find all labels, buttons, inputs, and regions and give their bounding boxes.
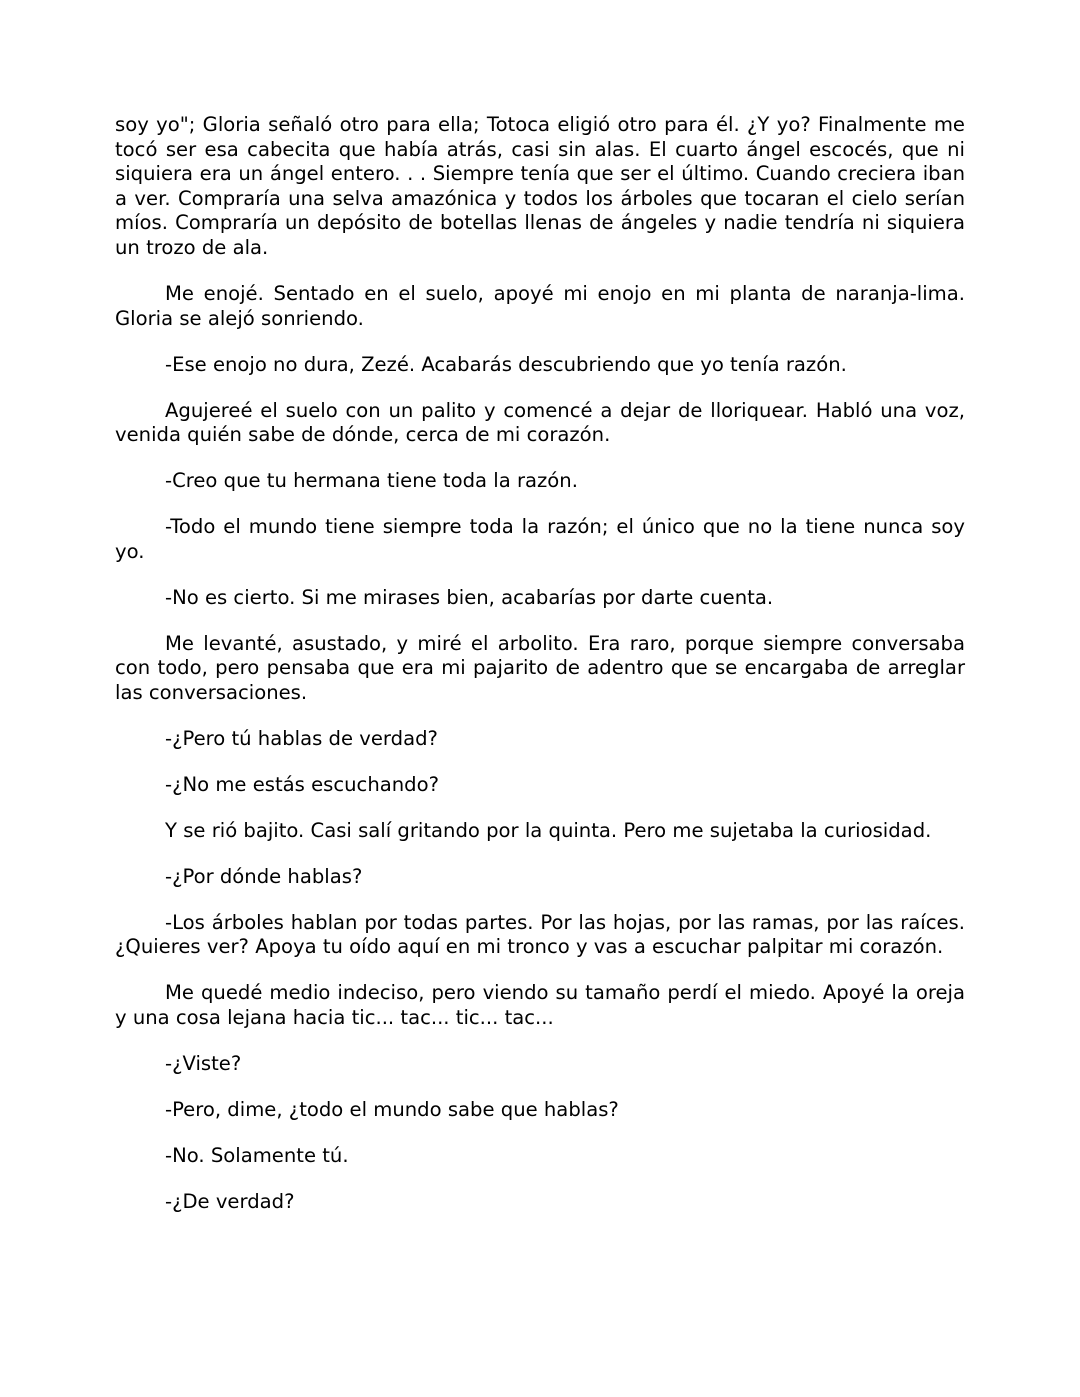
paragraph-16: -Pero, dime, ¿todo el mundo sabe que hablas?: [165, 1097, 619, 1121]
paragraph-5: -Creo que tu hermana tiene toda la razón.: [165, 469, 578, 493]
paragraph-14: Me quedé medio indeciso, pero viendo su tamaño perdí el miedo. Apoyé la oreja y una cosa lejana hacia tic... tac... tic... tac...: [115, 981, 965, 1029]
paragraph-17: -No. Solamente tú.: [165, 1143, 349, 1167]
paragraph-7: -No es cierto. Si me mirases bien, acabarías por darte cuenta.: [165, 585, 774, 609]
paragraph-3: -Ese enojo no dura, Zezé. Acabarás descubriendo que yo tenía razón.: [165, 352, 847, 376]
paragraph-10: -¿No me estás escuchando?: [165, 772, 439, 796]
paragraph-13: -Los árboles hablan por todas partes. Por las hojas, por las ramas, por las raíces. ¿Quieres ver? Apoya tu oído aquí en mi tronco y vas a escuchar palpitar mi corazón.: [115, 910, 965, 959]
paragraph-6: -Todo el mundo tiene siempre toda la razón; el único que no la tiene nunca soy yo.: [115, 515, 965, 563]
paragraph-1: soy yo"; Gloria señaló otro para ella; Totoca eligió otro para él. ¿Y yo? Finalmente me tocó ser esa cabecita que había atrás, casi sin alas. El cuarto ángel escocés, que ni siquiera era un ángel entero. . . Siempre tenía que ser el último. Cuando creciera iban a ver. Compraría una selva amazónica y todos los árboles que tocaran el cielo serían míos. Compraría un depósito de botellas llenas de ángeles y nadie tendría ni siquiera un trozo de ala.: [115, 113, 965, 259]
paragraph-8: Me levanté, asustado, y miré el arbolito. Era raro, porque siempre conversaba con todo, pero pensaba que era mi pajarito de adentro que se encargaba de arreglar las conversaciones.: [115, 631, 965, 704]
paragraph-18: -¿De verdad?: [165, 1189, 295, 1213]
paragraph-11: Y se rió bajito. Casi salí gritando por la quinta. Pero me sujetaba la curiosidad.: [165, 818, 932, 842]
paragraph-9: -¿Pero tú hablas de verdad?: [165, 726, 438, 750]
paragraph-2: Me enojé. Sentado en el suelo, apoyé mi enojo en mi planta de naranja-lima. Gloria se alejó sonriendo.: [115, 281, 965, 330]
paragraph-15: -¿Viste?: [165, 1051, 242, 1075]
paragraph-12: -¿Por dónde hablas?: [165, 864, 363, 888]
document-page: [115, 113, 965, 1236]
paragraph-4: Agujereé el suelo con un palito y comencé a dejar de lloriquear. Habló una voz, venida quién sabe de dónde, cerca de mi corazón.: [115, 398, 965, 447]
